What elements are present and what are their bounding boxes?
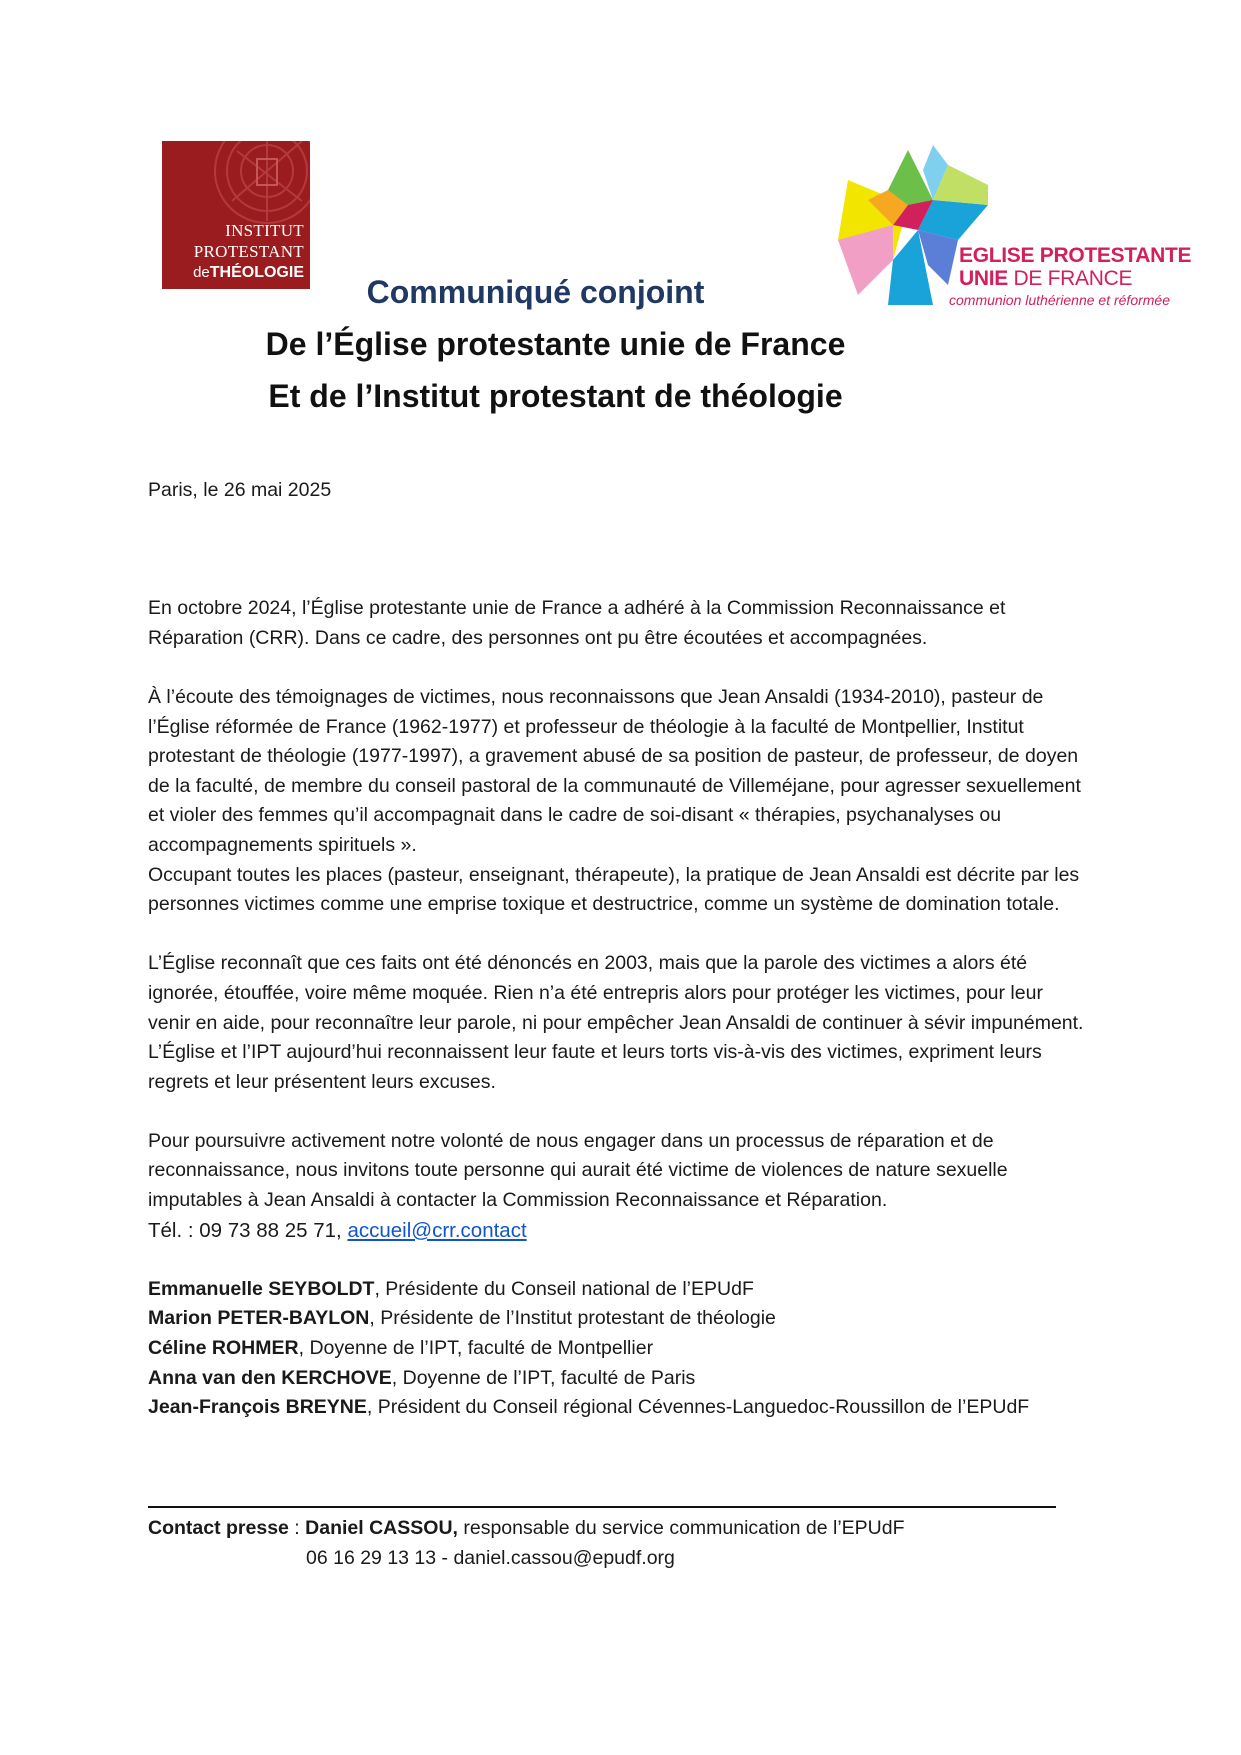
signatory-name: Jean-François BREYNE — [148, 1396, 367, 1419]
signatory-name: Marion PETER-BAYLON — [148, 1307, 370, 1330]
ipt-logo-de: de — [193, 264, 210, 281]
epudf-logo-line1: EGLISE PROTESTANTE — [959, 244, 1192, 267]
signatories — [148, 1275, 1088, 1423]
epudf-logo-unie: UNIE — [959, 267, 1008, 290]
signatory-role: , Doyenne de l’IPT, faculté de Montpellier — [298, 1337, 654, 1360]
title-line2: De l’Église protestante unie de France — [265, 326, 846, 362]
signatory — [148, 1275, 1088, 1305]
title-line3: Et de l’Institut protestant de théologie — [268, 378, 843, 414]
signatory-role: , Doyenne de l’IPT, faculté de Paris — [391, 1366, 696, 1389]
paragraph-5: L’Église et l’IPT aujourd’hui reconnaissent leur faute et leurs torts vis-à-vis des victimes, expriment leurs regrets et leur présentent leurs excuses. — [148, 1041, 1042, 1093]
tel-line — [148, 1216, 1088, 1246]
signatory-name: Anna van den KERCHOVE — [148, 1366, 392, 1389]
document-body — [148, 476, 1088, 1423]
epudf-logo-line2: DE FRANCE — [1007, 267, 1133, 290]
document-title — [0, 266, 1241, 422]
separator-rule — [148, 1506, 1056, 1508]
signatory-name: Céline ROHMER — [148, 1337, 299, 1360]
signatory-role: , Présidente de l’Institut protestant de théologie — [369, 1307, 776, 1330]
contact-name: Daniel CASSOU, — [305, 1517, 458, 1539]
epudf-logo-tagline: communion luthérienne et réformée — [949, 292, 1171, 308]
signatory — [148, 1334, 1088, 1364]
signatory-name: Emmanuelle SEYBOLDT — [148, 1277, 375, 1300]
paragraph-2: À l’écoute des témoignages de victimes, nous reconnaissons que Jean Ansaldi (1934-2010), pasteur de l’Église réformée de France (1962-1977) et professeur de théologie à la faculté de Montpellier, Institut protestant de théologie (1977-1997), a gravement abusé de sa position de pasteur, de professeur, de doyen de la faculté, de membre du conseil pastoral de la communauté de Villeméjane, pour agresser sexuellement et violer des femmes qu’il accompagnait dans le cadre de soi-disant « thérapies, psychanalyses ou accompagnements spirituels ». — [148, 685, 1081, 856]
ipt-logo-line3: THÉOLOGIE — [209, 264, 304, 281]
signatory — [148, 1304, 1088, 1334]
press-contact — [148, 1513, 905, 1573]
signatory-role: , Président du Conseil régional Cévennes-Languedoc-Roussillon de l’EPUdF — [366, 1396, 1030, 1419]
paragraph-6: Pour poursuivre activement notre volonté de nous engager dans un processus de réparation et de reconnaissance, nous invitons toute personne qui aurait été victime de violences de nature sexuelle imputables à Jean Ansaldi à contacter la Commission Reconnaissance et Réparation. — [148, 1129, 1008, 1212]
contact-sep: : — [288, 1517, 306, 1539]
signatory — [148, 1364, 1088, 1394]
signatory — [148, 1393, 1088, 1423]
paragraph-4: L’Église reconnaît que ces faits ont été dénoncés en 2003, mais que la parole des victimes a alors été ignorée, étouffée, voire même moquée. Rien n’a été entrepris alors pour protéger les victimes, pour leur venir en aide, pour reconnaître leur parole, ni pour empêcher Jean Ansaldi de continuer à sévir impunément. — [148, 952, 1084, 1034]
tel-number: Tél. : 09 73 88 25 71, — [148, 1218, 348, 1242]
contact-label: Contact presse — [148, 1517, 289, 1539]
paragraph-3: Occupant toutes les places (pasteur, enseignant, thérapeute), la pratique de Jean Ansaldi est décrite par les personnes victimes comme une emprise toxique et destructrice, comme un système de domination totale. — [148, 863, 1080, 916]
ipt-logo-line2: PROTESTANT — [193, 242, 304, 261]
crr-email-link[interactable]: accueil@crr.contact — [347, 1218, 527, 1242]
paragraph-1: En octobre 2024, l’Église protestante unie de France a adhéré à la Commission Reconnaissance et Réparation (CRR). Dans ce cadre, des personnes ont pu être écoutées et accompagnées. — [148, 597, 1006, 649]
signatory-role: , Présidente du Conseil national de l’EPUdF — [374, 1277, 754, 1300]
contact-phone-email: 06 16 29 13 13 - daniel.cassou@epudf.org — [306, 1547, 675, 1569]
ipt-logo-line1: INSTITUT — [225, 221, 304, 240]
date-line: Paris, le 26 mai 2025 — [148, 479, 332, 501]
contact-role: responsable du service communication de l’EPUdF — [457, 1517, 905, 1539]
title-line1: Communiqué conjoint — [366, 274, 705, 310]
